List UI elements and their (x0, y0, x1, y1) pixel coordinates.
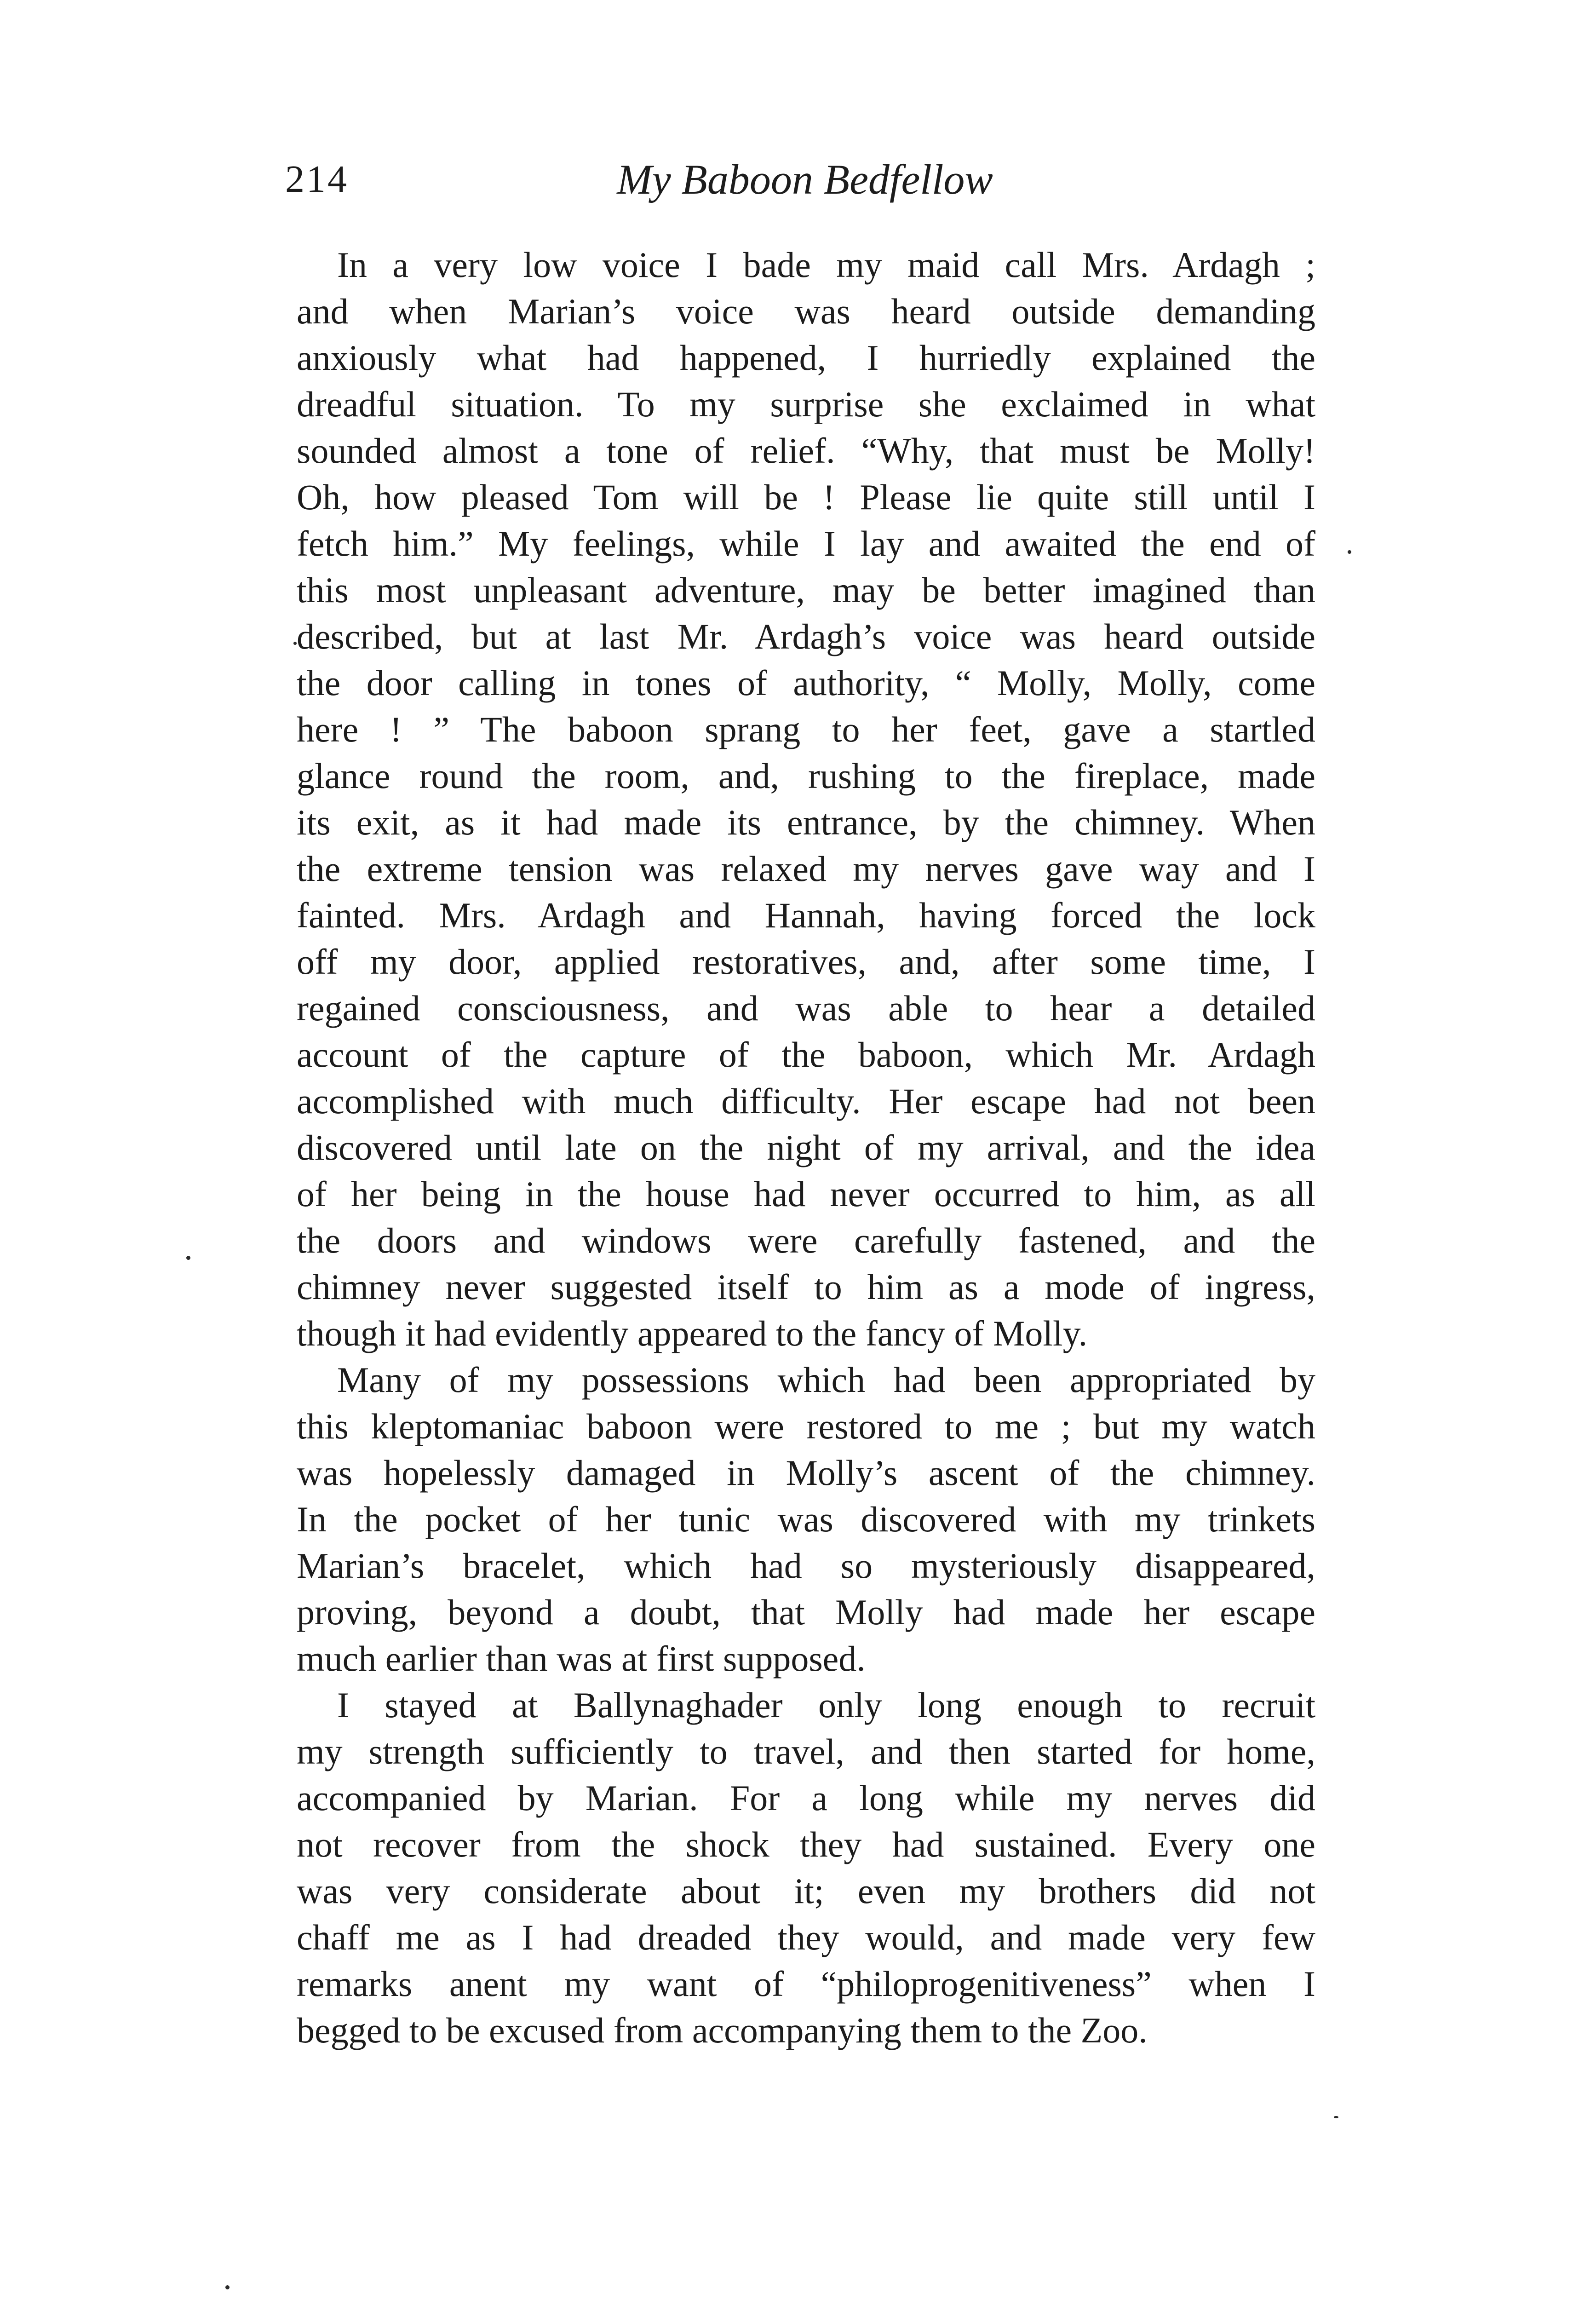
text-line: the door calling in tones of authority, “ Molly, Molly, come (297, 663, 1315, 703)
scan-speck (186, 1256, 190, 1260)
body-text (297, 242, 1315, 2053)
text-line: described, but at last Mr. Ardagh’s voice was heard outside (297, 616, 1315, 656)
text-line: remarks anent my want of “philoprogenitiveness” when I (297, 1964, 1315, 2004)
text-line: this kleptomaniac baboon were restored to me ; but my watch (297, 1406, 1315, 1446)
scan-speck (225, 2285, 230, 2289)
text-line: fainted. Mrs. Ardagh and Hannah, having forced the lock (297, 895, 1315, 935)
text-line: and when Marian’s voice was heard outside demanding (297, 291, 1315, 331)
text-line: was very considerate about it; even my brothers did not (297, 1871, 1315, 1911)
text-line: was hopelessly damaged in Molly’s ascent of the chimney. (297, 1453, 1315, 1493)
text-line: the doors and windows were carefully fastened, and the (297, 1220, 1315, 1260)
text-line: discovered until late on the night of my arrival, and the idea (297, 1127, 1315, 1167)
paragraph-1 (297, 242, 1315, 1357)
text-line: Oh, how pleased Tom will be ! Please lie quite still until I (297, 477, 1315, 517)
text-line: Many of my possessions which had been appropriated by (337, 1360, 1315, 1400)
text-line: my strength sufficiently to travel, and then started for home, (297, 1731, 1315, 1771)
text-line: accomplished with much difficulty. Her escape had not been (297, 1081, 1315, 1121)
text-line: begged to be excused from accompanying them to the Zoo. (297, 2010, 1148, 2050)
scan-speck (1334, 2116, 1338, 2118)
text-line: In the pocket of her tunic was discovered with my trinkets (297, 1499, 1315, 1539)
text-line: chimney never suggested itself to him as a mode of ingress, (297, 1267, 1315, 1307)
text-line: here ! ” The baboon sprang to her feet, gave a startled (297, 709, 1315, 749)
text-line: In a very low voice I bade my maid call Mrs. Ardagh ; (337, 245, 1315, 285)
text-line: the extreme tension was relaxed my nerves gave way and I (297, 849, 1315, 889)
text-line: accompanied by Marian. For a long while my nerves did (297, 1778, 1315, 1818)
text-line: fetch him.” My feelings, while I lay and awaited the end of (297, 523, 1315, 564)
running-title: My Baboon Bedfellow (617, 156, 993, 203)
page-number: 214 (285, 158, 349, 201)
text-line: I stayed at Ballynaghader only long enough to recruit (337, 1685, 1315, 1725)
text-line: sounded almost a tone of relief. “Why, that must be Molly! (297, 431, 1315, 471)
scan-speck (1348, 550, 1351, 554)
page-header (285, 152, 1306, 207)
paragraph-2 (297, 1357, 1315, 1682)
text-line: much earlier than was at first supposed. (297, 1639, 866, 1679)
text-line: Marian’s bracelet, which had so mysteriously disappeared, (297, 1546, 1315, 1586)
paragraph-3 (297, 1682, 1315, 2053)
text-line: its exit, as it had made its entrance, by the chimney. When (297, 802, 1315, 842)
text-line: this most unpleasant adventure, may be better imagined than (297, 570, 1315, 610)
text-line: not recover from the shock they had sustained. Every one (297, 1824, 1315, 1864)
text-line: proving, beyond a doubt, that Molly had made her escape (297, 1592, 1315, 1632)
scan-speck (293, 642, 297, 645)
text-line: chaff me as I had dreaded they would, and made very few (297, 1917, 1315, 1957)
text-line: though it had evidently appeared to the fancy of Molly. (297, 1313, 1088, 1353)
text-line: account of the capture of the baboon, which Mr. Ardagh (297, 1035, 1315, 1075)
text-line: regained consciousness, and was able to hear a detailed (297, 988, 1315, 1028)
text-line: of her being in the house had never occurred to him, as all (297, 1174, 1315, 1214)
text-line: anxiously what had happened, I hurriedly explained the (297, 338, 1315, 378)
text-line: glance round the room, and, rushing to the fireplace, made (297, 756, 1315, 796)
text-line: off my door, applied restoratives, and, after some time, I (297, 942, 1315, 982)
text-line: dreadful situation. To my surprise she exclaimed in what (297, 384, 1315, 424)
